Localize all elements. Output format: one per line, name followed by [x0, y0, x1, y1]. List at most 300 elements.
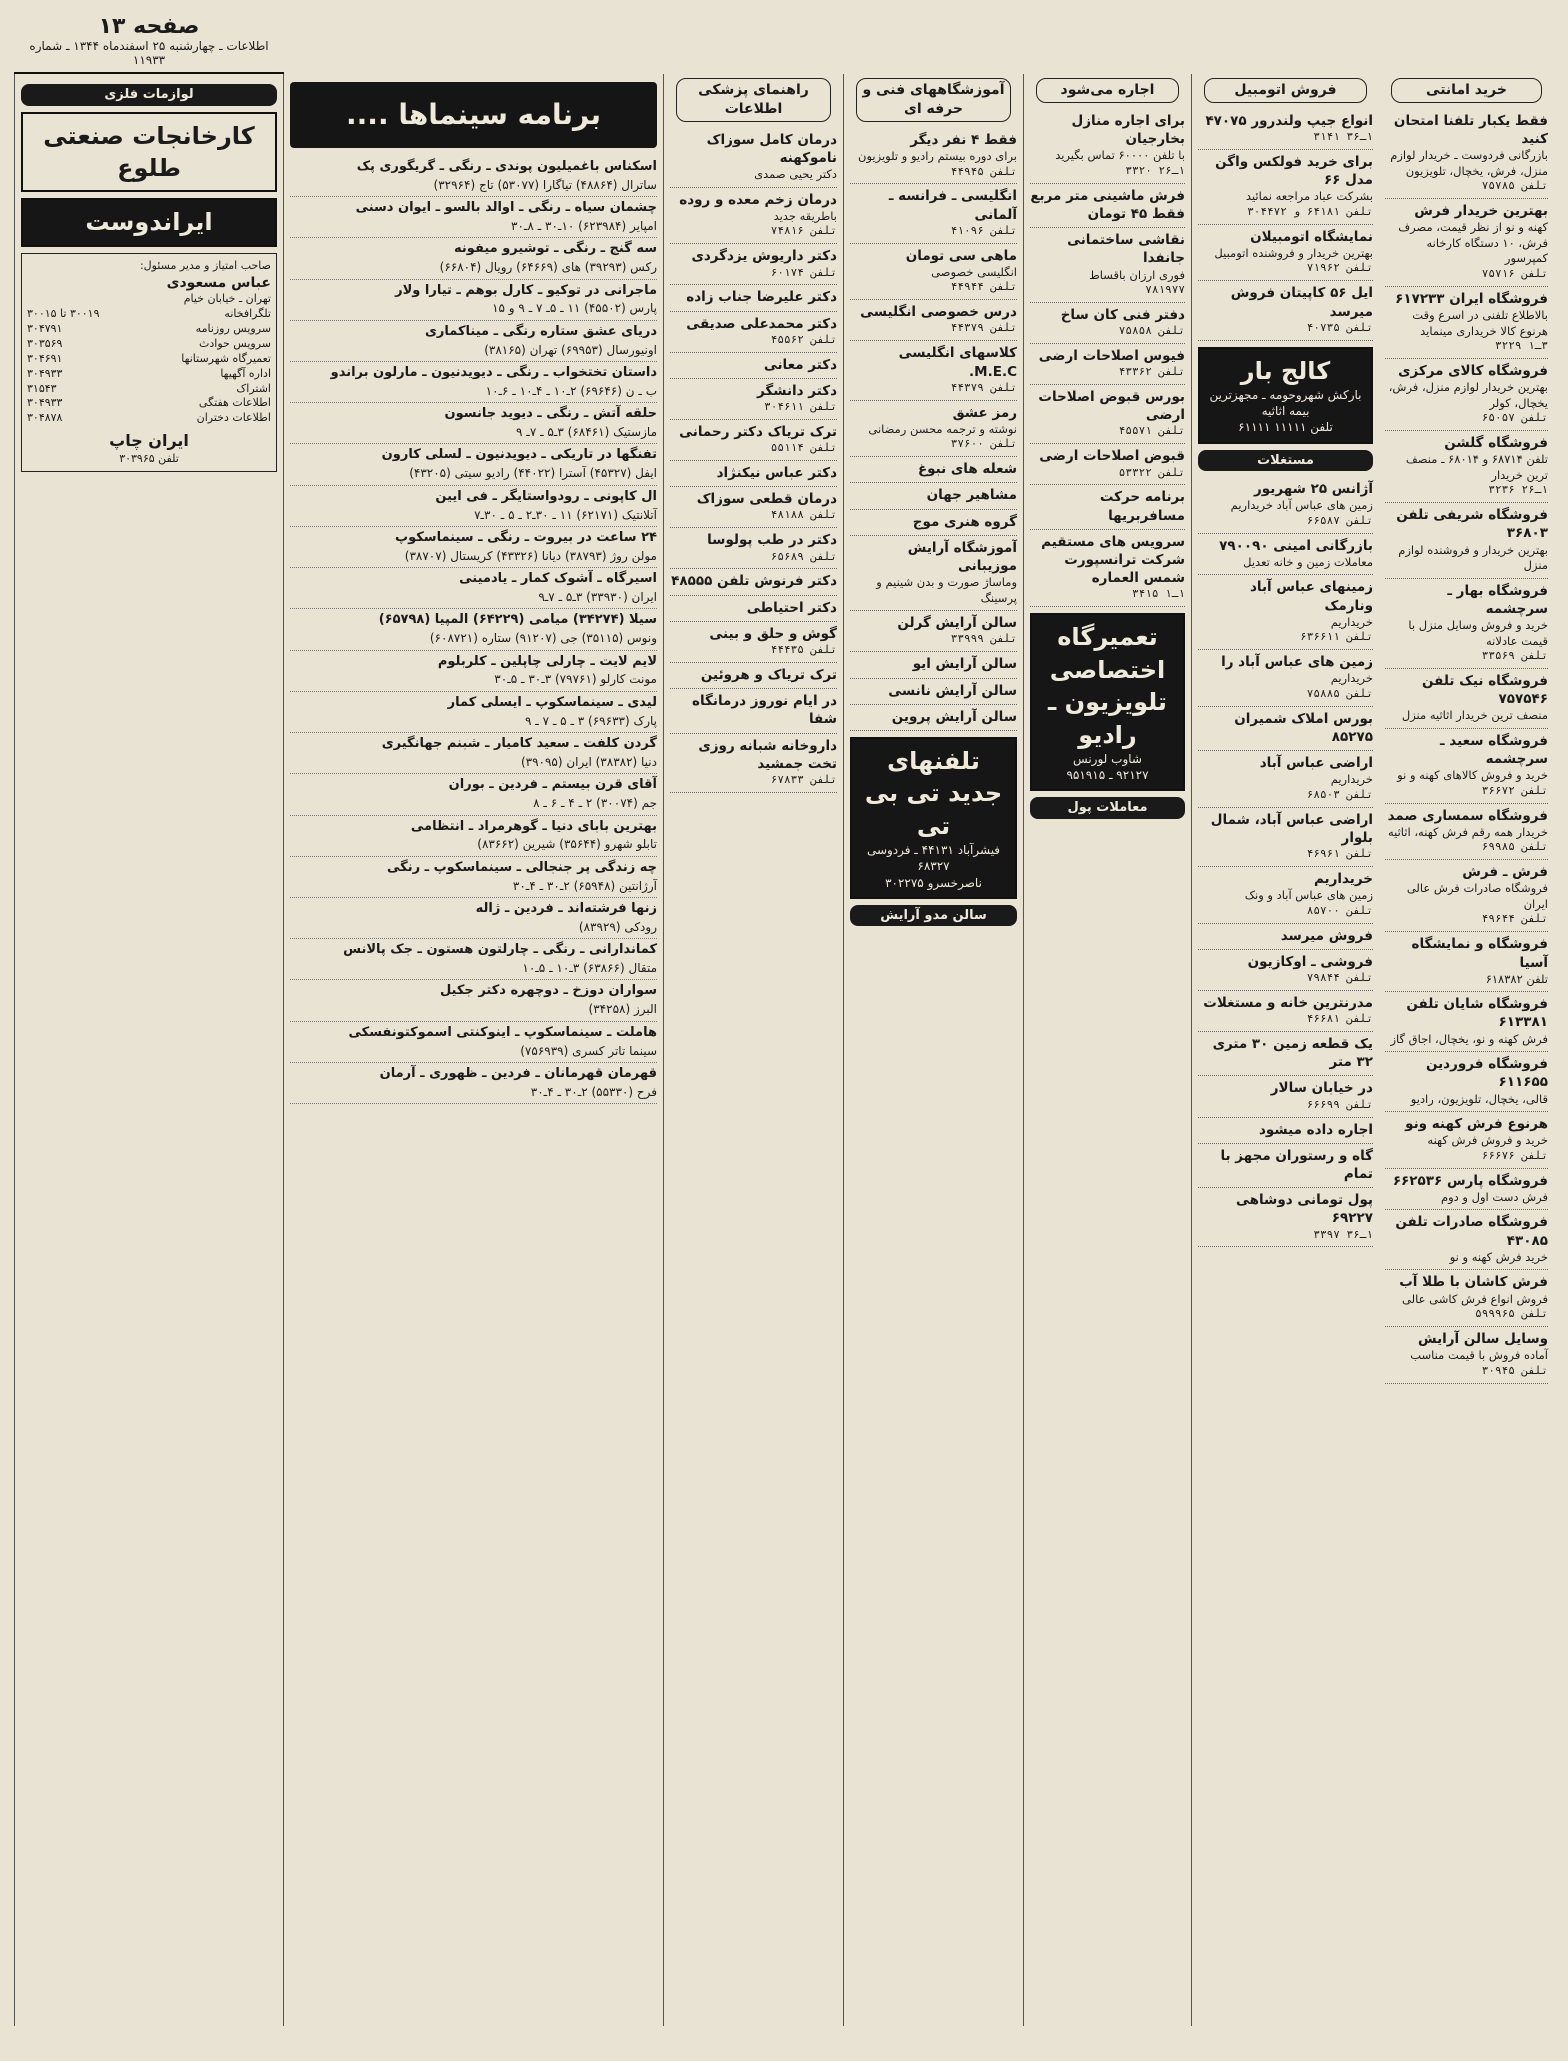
column-auto-realestate: [1191, 74, 1379, 2026]
ad-body: خرید و فروش کالاهای کهنه و نو: [1397, 768, 1548, 783]
ad-body: قالی، یخچال، تلویزیون، رادیو: [1410, 1091, 1548, 1106]
ad-title: فروشگاه گلشن: [1444, 435, 1548, 451]
film-title: حلقه آتش ـ رنگی ـ دیوید جانسون: [444, 406, 657, 422]
classified-ad: [1198, 477, 1373, 534]
display-ad-sub: شاوب لورنس: [1073, 751, 1142, 766]
film-title: تفنگها در تاریکی ـ دیویدنیون ـ لسلی کارون: [381, 447, 657, 463]
classified-ad: [1385, 287, 1548, 359]
imprint-row: [27, 337, 271, 352]
dateline: اطلاعات ـ چهارشنبه ۲۵ اسفندماه ۱۳۴۴ ـ شماره ۱۱۹۳۳: [29, 39, 269, 67]
ad-title: نقاشی ساختمانی جانفدا: [1067, 232, 1185, 267]
ad-phone: تلفن ۶۳۶۶۱۱: [1300, 630, 1373, 644]
ad-phone: تلفن ۳۰۹۴۵: [1481, 1363, 1548, 1377]
classified-ad: [850, 457, 1017, 483]
classified-ad: [850, 705, 1017, 731]
ad-title: دفتر فنی کان ساخ: [1060, 306, 1185, 323]
classified-ad: [1198, 1032, 1373, 1076]
column-schools: [843, 74, 1023, 2026]
ad-title: برای خرید فولکس واگن مدل ۶۶: [1215, 153, 1373, 189]
imprint-phones: [27, 307, 271, 426]
classified-ad: [1198, 707, 1373, 751]
classified-ad: [670, 461, 837, 487]
ad-body: آماده فروش با قیمت مناسب: [1410, 1348, 1548, 1363]
ad-body: انگلیسی خصوصی: [931, 264, 1017, 279]
column-medical: [663, 74, 843, 2026]
ad-phone: تلفن ۳۳۵۶۹: [1481, 649, 1548, 663]
ad-phone: ۱ـ۳۶ ۳۳۹۷: [1313, 1227, 1373, 1241]
classified-ad: [670, 622, 837, 663]
cinema-listing: [290, 898, 657, 939]
ad-title: آژانس ۲۵ شهریور: [1254, 481, 1373, 498]
classified-ad: [1198, 867, 1373, 924]
classified-ad: [1385, 804, 1548, 861]
classified-ad: [1198, 924, 1373, 950]
ad-phone: تلفن ۳۷۶۰۰: [950, 437, 1017, 451]
ad-title: دکتر علیرضا جناب زاده: [686, 289, 837, 306]
ad-body: زمین های عباس آباد و ونک: [1244, 888, 1373, 903]
ad-title: خریداریم: [1313, 871, 1373, 888]
ad-body: بهترین خریدار و فروشنده لوازم منزل: [1398, 542, 1548, 573]
classified-ad: [1385, 431, 1548, 503]
cinema-listing: [290, 280, 657, 321]
ad-body: نوشته و ترجمه محسن رمضانی: [868, 421, 1017, 436]
film-showtimes: ایفل (۴۵۳۲۷) آسترا (۴۴۰۲۲) رادیو سیتی (۴۳۲۰۵): [409, 466, 657, 481]
ad-phone: ۱ـ۲۶ ۳۲۳۶: [1488, 483, 1548, 497]
column-purchase: [1379, 74, 1554, 2026]
section-header: سالن مدو آرایش: [850, 905, 1017, 927]
classified-ad: [670, 188, 837, 245]
film-title: لیدی ـ سینماسکوپ ـ ایسلی کمار: [447, 694, 657, 710]
ad-title: شعله های نبوغ: [917, 461, 1017, 478]
film-showtimes: جم (۳۰۰۷۴) ۲ ـ ۴ ـ ۶ ـ ۸: [533, 796, 657, 811]
classified-ad: [1198, 534, 1373, 576]
ad-body: تلفن ۶۱۸۳۸۲: [1485, 971, 1548, 986]
classified-ad: [1198, 1076, 1373, 1117]
cinema-listing: [290, 238, 657, 279]
imprint-row: [27, 396, 271, 411]
owner-name: عباس مسعودی: [166, 274, 271, 291]
cinema-listing: [290, 939, 657, 980]
ad-phone: تلفن ۴۵۵۷۱: [1118, 424, 1185, 438]
ad-title: فرش ماشینی متر مربع فقط ۴۵ تومان: [1030, 187, 1185, 222]
ad-phone: تلفن ۴۶۹۶۱: [1306, 847, 1373, 861]
classified-ad: [1030, 530, 1185, 608]
ad-title: سالن آرایش گرلن: [897, 615, 1017, 632]
ad-title: فقط ۴ نفر دیگر: [910, 131, 1017, 148]
film-title: ۲۴ ساعت در بیروت ـ رنگی ـ سینماسکوپ: [395, 529, 657, 545]
ad-phone: تلفن ۶۶۶۹۹: [1306, 1097, 1373, 1111]
column-header: خرید امانتی: [1391, 78, 1542, 103]
ad-title: وسایل سالن آرایش: [1418, 1331, 1548, 1347]
ad-title: فروشگاه ایران ۶۱۷۲۳۳: [1395, 290, 1548, 307]
cinema-listing: [290, 1063, 657, 1104]
ad-body: دکتر یحیی صمدی: [754, 167, 837, 182]
classified-ad: [1198, 575, 1373, 650]
classified-ad: [1385, 1270, 1548, 1327]
ad-body: فرش دست اول و دوم: [1440, 1189, 1548, 1204]
classified-ad: [1385, 359, 1548, 431]
ad-title: فروشگاه نیک تلفن ۷۵۷۵۴۶: [1421, 672, 1548, 708]
classified-ad: [670, 569, 837, 595]
imprint-key: اطلاعات هفتگی: [198, 396, 271, 410]
film-title: قهرمان قهرمانان ـ فردین ـ ظهوری ـ آرمان: [379, 1065, 657, 1081]
cinema-listing: [290, 1022, 657, 1063]
ad-title: دکتر عباس نیکنژاد: [716, 465, 837, 481]
film-showtimes: آتلانتیک (۶۲۱۷۱) ۱۱ ـ ۳۰ـ۲ ـ ۵ ـ ۳۰ـ۷: [474, 507, 657, 522]
ad-phone: تلفن ۴۳۳۶۲: [1118, 365, 1185, 379]
ad-title: فرش کاشان با طلا آب: [1399, 1274, 1548, 1291]
ad-body: فوری ارزان باقساط: [1089, 267, 1185, 282]
ad-phone: تلفن ۶۶۶۷۶: [1481, 1148, 1548, 1162]
ad-body: خریداریم: [1330, 614, 1373, 629]
cinema-listing: [290, 651, 657, 692]
ad-title: ترک تریاک دکتر رحمانی: [679, 423, 837, 440]
imprint-key: اداره آگهیها: [220, 366, 271, 380]
classified-ad: [1198, 1188, 1373, 1247]
classified-ad: [1030, 228, 1185, 303]
film-showtimes: پارک (۶۹۶۳۳) ۳ ـ ۵ ـ ۷ ـ ۹: [524, 713, 657, 728]
classified-ad: [670, 312, 837, 353]
film-title: سیلا (۳۴۲۷۴) میامی (۶۴۲۲۹) المپیا (۶۵۷۹۸): [378, 612, 657, 628]
irandoost-ad: [21, 198, 277, 246]
film-title: اسیرگاه ـ آشوک کمار ـ یادمینی: [459, 571, 657, 587]
ad-phone: تلفن ۷۵۷۸۵: [1481, 179, 1548, 193]
ad-body: زمین های عباس آباد خریداریم: [1230, 498, 1373, 513]
imprint-value: ۳۰۴۶۹۱: [27, 351, 63, 365]
film-showtimes: ایران (۳۳۹۳۰) ۳ـ۵ ـ ۷ـ۹: [538, 589, 657, 604]
ad-title: دکتر محمدعلی صدیقی: [686, 315, 837, 332]
ad-phone: تلفن ۷۹۸۴۴: [1306, 971, 1373, 985]
cinema-listing: [290, 321, 657, 362]
newspaper-page: [14, 14, 1554, 2034]
display-ad-phone: تلفن ۱۱۱۱۱ ۶۱۱۱۱: [1238, 420, 1333, 435]
ad-phone: تلفن ۵۳۳۲۲: [1118, 465, 1185, 479]
ad-title: فروشی ـ اوکازیون: [1247, 953, 1373, 970]
classified-ad: [1198, 751, 1373, 808]
display-ad-sub: بارکش شهروحومه ـ مجهزترین بیمه اثاثیه: [1209, 388, 1362, 419]
ad-title: اجاره داده میشود: [1258, 1121, 1373, 1138]
imprint-value: ۳۰۴۹۳۳: [27, 396, 63, 410]
ad-phone: تلفن ۷۱۹۶۲: [1306, 261, 1373, 275]
classified-ad: [850, 510, 1017, 536]
ad-body: وماساژ صورت و بدن شینیم و پرسینگ: [876, 575, 1017, 605]
film-showtimes: البرز (۳۴۲۵۸): [588, 1002, 657, 1017]
ad-body: خرید و فروش وسایل منزل با قیمت عادلانه: [1408, 618, 1548, 648]
ad-body: برای دوره بیستم رادیو و تلویزیون: [858, 149, 1017, 163]
ad-title: مدرنترین خانه و مستغلات: [1203, 994, 1373, 1011]
ad-body: بازرگانی فردوست ـ خریدار لوازم منزل، فرش، یخچال، تلویزیون: [1390, 148, 1548, 178]
printer-name: ایران چاپ: [109, 431, 189, 451]
classified-ad: [1198, 1144, 1373, 1188]
classified-ad: [1198, 650, 1373, 707]
classified-ad: [1385, 1169, 1548, 1211]
imprint-value: ۳۰۴۷۹۱: [27, 322, 63, 336]
classified-ad: [670, 734, 837, 793]
imprint-value: ۳۰۴۹۳۳: [27, 366, 63, 380]
ad-title: سالن آرایش ایو: [912, 656, 1017, 673]
classified-ad: [670, 128, 837, 188]
classified-ad: [1385, 932, 1548, 992]
ad-body: بالاطلاع تلفنی در اسرع وقت هرنوع کالا خریداری مینماید: [1412, 308, 1548, 338]
classified-ad: [1030, 444, 1185, 485]
classified-ad: [850, 341, 1017, 400]
cinema-listing: [290, 444, 657, 485]
ad-title: زمین های عباس آباد را: [1221, 654, 1373, 671]
classified-ad: [850, 401, 1017, 458]
ad-title: زمینهای عباس آباد ونارمک: [1249, 579, 1373, 614]
ad-title: درمان زخم معده و روده: [679, 191, 837, 208]
film-title: چه زندگی پر جنجالی ـ سینماسکوپ ـ رنگی: [387, 859, 657, 875]
ad-title: فروشگاه و نمایشگاه آسیا: [1411, 936, 1548, 971]
ad-title: کلاسهای انگلیسی M.E.C.: [898, 345, 1017, 380]
classified-ad: [1030, 485, 1185, 529]
ad-title: برای اجاره منازل بخارجیان: [1071, 112, 1185, 148]
ad-body: بهترین خریدار لوازم منزل، فرش، یخچال، کولر: [1388, 380, 1548, 410]
imprint-value: ۳۱۵۴۳: [27, 381, 57, 395]
classified-ad: [850, 184, 1017, 243]
ad-phone: تلفن ۵۵۱۱۴: [770, 441, 837, 455]
classified-ad: [1030, 303, 1185, 344]
ad-title: گاه و رستوران مجهز با تمام: [1220, 1147, 1373, 1182]
imprint-value: ۳۰۴۸۷۸: [27, 411, 63, 425]
classified-ad: [1385, 109, 1548, 199]
classified-ad: [1030, 344, 1185, 385]
irandoost-title: ایراندوست: [85, 208, 213, 237]
cinema-listing: [290, 568, 657, 609]
ad-title: دکتر در طب پولوسا: [707, 532, 837, 549]
classified-ad: [1385, 1210, 1548, 1270]
imprint-row: [27, 411, 271, 426]
ad-phone: تلفن ۴۴۹۴۴: [950, 280, 1017, 294]
ad-title: مشاهیر جهان: [926, 487, 1017, 504]
ad-title: آموزشگاه آرایش موزیبانی: [907, 539, 1017, 575]
ad-title: رمز عشق: [952, 404, 1017, 421]
cinema-listing: [290, 403, 657, 444]
page-number: صفحه ۱۳: [98, 14, 200, 39]
section-header: مستغلات: [1198, 450, 1373, 472]
cinema-listing: [290, 980, 657, 1021]
ad-phone: تلفن ۶۹۹۸۵: [1481, 840, 1548, 854]
ad-title: سالن آرایش نانسی: [888, 682, 1017, 699]
ad-title: انگلیسی ـ فرانسه ـ آلمانی: [888, 188, 1017, 223]
ad-title: گوش و حلق و بینی: [709, 625, 837, 642]
imprint-key: تعمیرگاه شهرستانها: [181, 351, 271, 365]
display-ad: [850, 737, 1017, 899]
classified-ad: [1198, 991, 1373, 1032]
film-title: آقای قرن بیستم ـ فردین ـ بوران: [448, 777, 657, 793]
ad-phone: تلفن ۴۵۵۶۲: [770, 332, 837, 346]
display-ad: [1198, 347, 1373, 444]
display-ad-title: تلفنهای جدید تی بی تی: [864, 746, 1003, 840]
ad-phone: تلفن ۶۸۵۰۳: [1306, 787, 1373, 801]
ad-phone: تلفن ۶۴۱۸۱ و ۳۰۴۴۷۲: [1247, 204, 1373, 218]
film-showtimes: ب ـ ن (۶۹۶۴۶) ۲ـ۱۰ ـ ۴ـ۱۰ ـ ۶ـ۱۰: [485, 383, 657, 398]
owner-label: صاحب امتیاز و مدیر مسئول:: [139, 258, 271, 272]
ad-phone: تلفن ۸۵۷۰۰: [1306, 903, 1373, 917]
furniture-title: کارخانجات صنعتی طلوع: [43, 121, 255, 182]
classified-ad: [1030, 385, 1185, 444]
classified-ad: [1198, 150, 1373, 225]
classified-ad: [1385, 579, 1548, 669]
film-showtimes: اونیورسال (۶۹۹۵۳) تهران (۳۸۱۶۵): [484, 342, 657, 357]
film-title: گردن کلفت ـ سعید کامیار ـ شبنم جهانگیری: [381, 736, 657, 752]
ad-phone: تلفن ۴۴۹۴۵: [950, 164, 1017, 178]
imprint-key: اطلاعات دختران: [196, 411, 271, 425]
section-header: معاملات پول: [1030, 797, 1185, 819]
classified-ad: [850, 483, 1017, 509]
film-showtimes: ونوس (۳۵۱۱۵) جی (۹۱۲۰۷) ستاره (۶۰۸۷۲۱): [429, 631, 657, 646]
ad-title: فرش ـ فرش: [1462, 864, 1548, 881]
ad-phone: تلفن ۴۱۰۹۶: [950, 223, 1017, 237]
film-showtimes: رودکی (۸۳۹۲۹): [578, 919, 657, 934]
furniture-header: لوازمات فلزی: [21, 84, 277, 106]
ad-phone: تلفن ۶۰۱۷۴: [770, 265, 837, 279]
ad-phone: تلفن ۳۶۶۷۲: [1481, 783, 1548, 797]
film-title: کماندارانی ـ رنگی ـ چارلتون هستون ـ جک پالانس: [343, 942, 657, 958]
column-rentals: [1023, 74, 1191, 2026]
ad-title: دکتر داریوش یزدگردی: [691, 248, 837, 265]
ad-phone: تلفن ۴۴۳۷۹: [950, 380, 1017, 394]
ad-phone: تلفن ۷۵۷۱۶: [1481, 266, 1548, 280]
column-header: فروش اتومبیل: [1204, 78, 1367, 103]
ad-title: یک قطعه زمین ۳۰ متری ۳۲ متر: [1212, 1036, 1373, 1071]
ad-title: پول تومانی دوشاهی ۶۹۲۲۷: [1235, 1192, 1373, 1227]
ad-title: فروشگاه شریفی تلفن ۳۶۸۰۳: [1396, 507, 1548, 542]
film-showtimes: مولن روژ (۳۸۷۹۳) دیانا (۴۳۳۲۶) کریستال (۳۸۷۰۷): [404, 548, 657, 563]
ad-phone: تلفن ۷۵۸۸۵: [1306, 686, 1373, 700]
imprint-row: [27, 307, 271, 322]
cinema-listing: [290, 609, 657, 650]
film-title: زنها فرشته‌اند ـ فردین ـ ژاله: [475, 901, 657, 917]
ad-title: فروشگاه بهار ـ سرچشمه: [1447, 582, 1548, 617]
ad-phone: تلفن ۶۶۵۸۷: [1306, 513, 1373, 527]
ad-phone: تلفن ۵۹۹۹۶۵: [1475, 1307, 1548, 1321]
film-showtimes: ساترال (۴۸۸۶۴) تیاگارا (۵۳۰۷۷) تاج (۳۲۹۶۴): [433, 177, 657, 192]
ad-title: در خیابان سالار: [1270, 1080, 1373, 1097]
film-title: لایم لایت ـ چارلی چاپلین ـ کلربلوم: [437, 653, 657, 669]
ad-title: درمان کامل سوزاک ناموکهنه: [706, 131, 837, 166]
classified-ad: [1198, 225, 1373, 282]
classified-ad: [670, 663, 837, 689]
ad-phone: تلفن ۶۷۸۳۳: [770, 772, 837, 786]
ad-body: خرید فرش کهنه و نو: [1449, 1249, 1548, 1264]
classified-ad: [670, 596, 837, 622]
ad-title: ترک تریاک و هروئین: [700, 666, 837, 683]
ad-phone: تلفن ۶۵۶۸۹: [770, 549, 837, 563]
classified-ad: [1198, 808, 1373, 867]
imprint: [21, 253, 277, 473]
ad-title: دکتر معانی: [763, 356, 837, 373]
cinema-list: [290, 156, 657, 1104]
ad-phone: تلفن ۶۵۰۵۷: [1481, 411, 1548, 425]
classified-ad: [1385, 860, 1548, 932]
classified-ad: [670, 487, 837, 528]
film-showtimes: سینما تاتر کسری (۷۵۶۹۳۹): [520, 1043, 657, 1058]
classified-ad: [850, 300, 1017, 341]
classified-ad: [1030, 109, 1185, 184]
ad-phone: تلفن ۴۶۶۸۱: [1306, 1012, 1373, 1026]
ad-phone: تلفن ۴۴۳۷۹: [950, 321, 1017, 335]
ad-body: معاملات زمین و خانه تعدیل: [1243, 554, 1373, 569]
film-title: چشمان سیاه ـ رنگی ـ اوالد بالسو ـ ایوان دسنی: [355, 200, 657, 216]
ad-title: دکتر احتیاطی: [746, 599, 837, 616]
ad-phone: تلفن ۴۴۴۳۵: [770, 643, 837, 656]
classified-ad: [670, 285, 837, 311]
cinema-listing: [290, 816, 657, 857]
film-showtimes: آرژانتین (۶۵۹۴۸) ۲ـ۳۰ ـ ۴ـ۳۰: [512, 878, 657, 893]
ad-title: انواع جیپ ولندرور ۴۷۰۷۵: [1205, 112, 1373, 129]
ad-title: داروخانه شبانه روزی تخت جمشید: [698, 737, 837, 772]
classified-ad: [850, 128, 1017, 185]
classified-ad: [1198, 950, 1373, 991]
imprint-key: سرویس حوادث: [199, 336, 271, 350]
ad-title: ایل ۵۶ کاپیتان فروش میرسد: [1230, 285, 1373, 320]
ad-body: بهترین خریدار و فروشنده اتومبیل: [1214, 245, 1373, 260]
classified-ad: [850, 244, 1017, 301]
cinema-listing: [290, 156, 657, 197]
ad-body: تلفن ۶۸۷۱۴ و ۶۸۰۱۴ ـ منصف ترین خریدار: [1405, 452, 1548, 482]
cinema-listing: [290, 362, 657, 403]
ad-body: خریدار همه رقم فرش کهنه، اثاثیه: [1387, 824, 1548, 839]
ad-title: اراضی عباس آباد، شمال بلوار: [1210, 811, 1373, 847]
imprint-value: ۳۰۰۱۹ تا ۳۰۰۱۵: [27, 307, 100, 321]
ad-phone: ۳ـ۱ ۳۲۲۹: [1495, 339, 1548, 353]
ad-title: فروشگاه فروردین ۶۱۱۶۵۵: [1425, 1056, 1548, 1091]
ad-title: فروشگاه صادرات تلفن ۴۳۰۸۵: [1395, 1214, 1548, 1249]
ad-body: باطریقه جدید: [773, 208, 837, 223]
masthead: [14, 14, 284, 74]
ad-title: درس خصوصی انگلیسی: [860, 304, 1017, 321]
ad-title: فقط یکبار تلفنا امتحان کنید: [1393, 112, 1548, 148]
ad-title: گروه هنری موج: [912, 513, 1017, 530]
ad-title: در ایام نوروز درمانگاه شفا: [691, 693, 837, 728]
ad-title: بورس قبوض اصلاحات ارضی: [1038, 389, 1185, 424]
film-title: دریای عشق ستاره رنگی ـ میناکماری: [424, 323, 657, 339]
film-showtimes: پارس (۴۵۵۰۲) ۱۱ ـ ۵ـ ۷ ـ ۹ و ۱۵: [492, 301, 657, 316]
ad-phone: تلفن ۴۰۷۳۵: [1306, 320, 1373, 334]
classified-ad: [1198, 1118, 1373, 1144]
classified-ad: [670, 353, 837, 379]
ad-title: بورس املاک شمیران ۸۵۲۷۵: [1234, 710, 1373, 746]
film-title: بهترین بابای دنیا ـ گوهرمراد ـ انتظامی: [410, 818, 657, 834]
ad-title: هرنوع فرش کهنه ونو: [1405, 1116, 1548, 1133]
ad-body: فروش انواع فرش کاشی عالی: [1402, 1291, 1548, 1306]
ad-title: فروشگاه سمساری صمد: [1387, 807, 1548, 824]
ad-title: درمان قطعی سوزاک: [696, 491, 837, 508]
ad-phone: تلفن ۴۸۱۸۸: [770, 508, 837, 522]
classified-ad: [1198, 281, 1373, 340]
ad-body: بشرکت عباد مراجعه نمائید: [1245, 189, 1373, 204]
ad-title: ماهی سی تومان: [905, 247, 1017, 264]
cinema-listing: [290, 486, 657, 527]
cinema-listing: [290, 197, 657, 238]
ad-title: فیوس اصلاحات ارضی: [1038, 347, 1185, 364]
imprint-key: سرویس روزنامه: [195, 322, 271, 336]
display-ad-phone: ۹۲۱۲۷ ـ ۹۵۱۹۱۵: [1066, 768, 1149, 783]
imprint-row: [27, 322, 271, 337]
ad-title: سالن آرایش پروین: [891, 708, 1017, 725]
classified-ad: [670, 244, 837, 285]
ad-phone: تلفن ۷۴۸۱۶: [770, 224, 837, 238]
ad-phone: ۱ـ۲۶ ۳۳۲۰: [1125, 163, 1185, 177]
ad-phone: تلفن ۴۹۶۴۴: [1481, 912, 1548, 926]
classified-ad: [670, 528, 837, 569]
ad-title: دکتر دانشگر: [757, 382, 837, 399]
cinema-listing: [290, 774, 657, 815]
furniture-ad: [21, 112, 277, 193]
imprint-row: [27, 352, 271, 367]
classified-ad: [850, 652, 1017, 678]
